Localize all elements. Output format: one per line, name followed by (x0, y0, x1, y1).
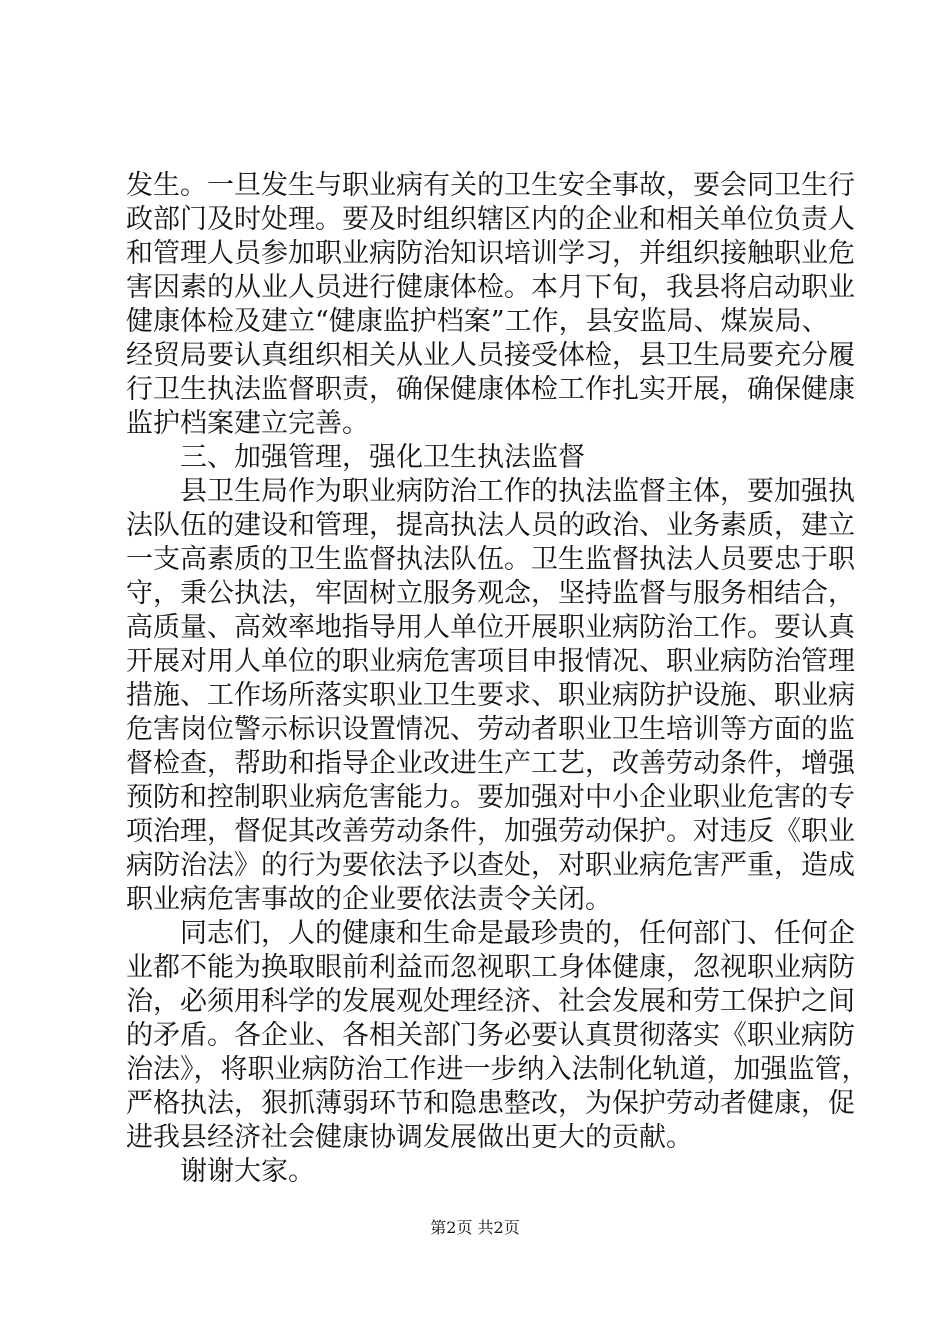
text-line: 和管理人员参加职业病防治知识培训学习，并组织接触职业危 (126, 238, 855, 269)
closing-line: 谢谢大家。 (180, 1156, 315, 1187)
text-line: 督检查，帮助和指导企业改进生产工艺，改善劳动条件，增强 (126, 748, 855, 779)
text-line: 严格执法，狠抓薄弱环节和隐患整改，为保护劳动者健康，促 (126, 1088, 855, 1119)
text-line: 项治理，督促其改善劳动条件，加强劳动保护。对违反《职业 (126, 816, 855, 847)
text-line: 进我县经济社会健康协调发展做出更大的贡献。 (126, 1122, 693, 1153)
text-line: 预防和控制职业病危害能力。要加强对中小企业职业危害的专 (126, 782, 855, 813)
text-line: 高质量、高效率地指导用人单位开展职业病防治工作。要认真 (126, 612, 855, 643)
page-number: 第2页 共2页 (430, 1218, 520, 1237)
page-footer (0, 1218, 950, 1238)
text-line: 危害岗位警示标识设置情况、劳动者职业卫生培训等方面的监 (126, 714, 855, 745)
text-line: 政部门及时处理。要及时组织辖区内的企业和相关单位负责人 (126, 204, 855, 235)
body-text (126, 169, 869, 1189)
section-heading: 三、加强管理，强化卫生执法监督 (180, 442, 585, 473)
text-line: 行卫生执法监督职责，确保健康体检工作扎实开展，确保健康 (126, 374, 855, 405)
text-line: 业都不能为换取眼前利益而忽视职工身体健康，忽视职业病防 (126, 952, 855, 983)
text-line: 同志们，人的健康和生命是最珍贵的，任何部门、任何企 (180, 918, 855, 949)
text-line: 守，秉公执法，牢固树立服务观念，坚持监督与服务相结合， (126, 578, 855, 609)
text-line: 开展对用人单位的职业病危害项目申报情况、职业病防治管理 (126, 646, 855, 677)
text-line: 措施、工作场所落实职业卫生要求、职业病防护设施、职业病 (126, 680, 855, 711)
text-line: 治，必须用科学的发展观处理经济、社会发展和劳工保护之间 (126, 986, 855, 1017)
text-line: 县卫生局作为职业病防治工作的执法监督主体，要加强执 (180, 476, 855, 507)
text-line: 治法》，将职业病防治工作进一步纳入法制化轨道，加强监管， (126, 1054, 869, 1085)
text-line: 经贸局要认真组织相关从业人员接受体检，县卫生局要充分履 (126, 340, 855, 371)
text-line: 病防治法》的行为要依法予以查处，对职业病危害严重，造成 (126, 850, 855, 881)
text-line: 发生。一旦发生与职业病有关的卫生安全事故，要会同卫生行 (126, 170, 855, 201)
text-line: 害因素的从业人员进行健康体检。本月下旬，我县将启动职业 (126, 272, 855, 303)
text-line: 法队伍的建设和管理，提高执法人员的政治、业务素质，建立 (126, 510, 855, 541)
text-line: 监护档案建立完善。 (126, 408, 369, 439)
text-line: 的矛盾。各企业、各相关部门务必要认真贯彻落实《职业病防 (126, 1020, 855, 1051)
text-line: 一支高素质的卫生监督执法队伍。卫生监督执法人员要忠于职 (126, 544, 855, 575)
text-line: 职业病危害事故的企业要依法责令关闭。 (126, 884, 612, 915)
text-line: 健康体检及建立“健康监护档案”工作，县安监局、煤炭局、 (126, 306, 829, 337)
